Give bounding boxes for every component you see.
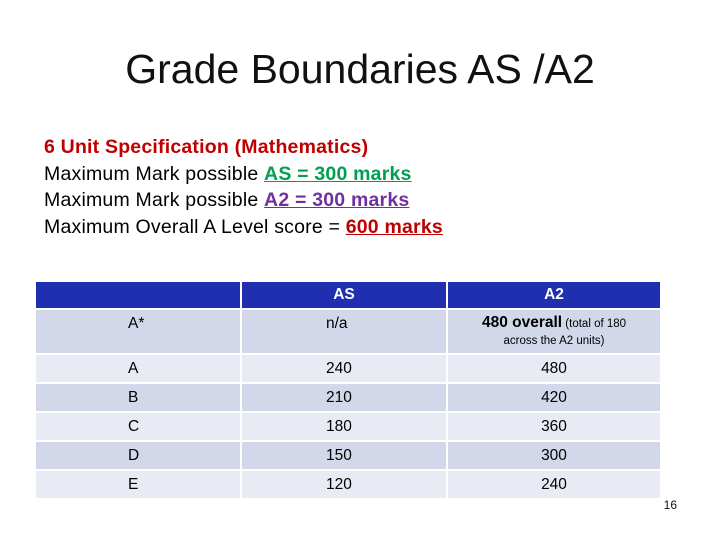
spec-line-as — [44, 161, 443, 188]
grade-cell: D — [36, 442, 240, 469]
specification-text — [44, 134, 443, 240]
as-cell: 240 — [242, 355, 446, 382]
slide-title: Grade Boundaries AS /A2 — [125, 46, 595, 92]
grade-boundaries-table — [34, 280, 662, 500]
table-row — [36, 384, 660, 411]
spec-line-a2 — [44, 187, 443, 214]
table-row — [36, 310, 660, 353]
a2-cell — [448, 310, 660, 353]
grade-cell: A — [36, 355, 240, 382]
grade-cell: C — [36, 413, 240, 440]
spec-line-a2-value: A2 = 300 marks — [264, 189, 410, 211]
as-cell: 210 — [242, 384, 446, 411]
grade-cell: E — [36, 471, 240, 498]
table-row — [36, 471, 660, 498]
spec-line-overall-value: 600 marks — [345, 215, 443, 238]
header-as: AS — [242, 282, 446, 308]
table-row — [36, 413, 660, 440]
a2-note-part1: (total of 180 — [562, 318, 627, 330]
table-row — [36, 442, 660, 469]
table-header-row — [36, 282, 660, 308]
table-row — [36, 355, 660, 382]
a2-overall-value: 480 overall — [481, 314, 563, 331]
spec-line-overall-label: Maximum Overall A Level score = — [44, 215, 346, 238]
spec-line-as-label: Maximum Mark possible — [44, 162, 265, 185]
as-cell: n/a — [242, 310, 446, 353]
spec-line-overall — [44, 214, 443, 241]
spec-line-a2-label: Maximum Mark possible — [44, 189, 265, 211]
a2-cell: 420 — [448, 384, 660, 411]
header-grade — [36, 282, 240, 308]
grade-cell: B — [36, 384, 240, 411]
slide-number: 16 — [663, 498, 677, 512]
a2-cell: 360 — [448, 413, 660, 440]
header-a2: A2 — [448, 282, 660, 308]
spec-line-as-value: AS = 300 marks — [264, 162, 412, 185]
a2-cell: 300 — [448, 442, 660, 469]
a2-note-part2: across the A2 units) — [503, 335, 605, 347]
grade-cell: A* — [36, 310, 240, 353]
a2-cell: 240 — [448, 471, 660, 498]
a2-cell: 480 — [448, 355, 660, 382]
spec-heading: 6 Unit Specification (Mathematics) — [44, 136, 369, 158]
as-cell: 150 — [242, 442, 446, 469]
as-cell: 180 — [242, 413, 446, 440]
as-cell: 120 — [242, 471, 446, 498]
